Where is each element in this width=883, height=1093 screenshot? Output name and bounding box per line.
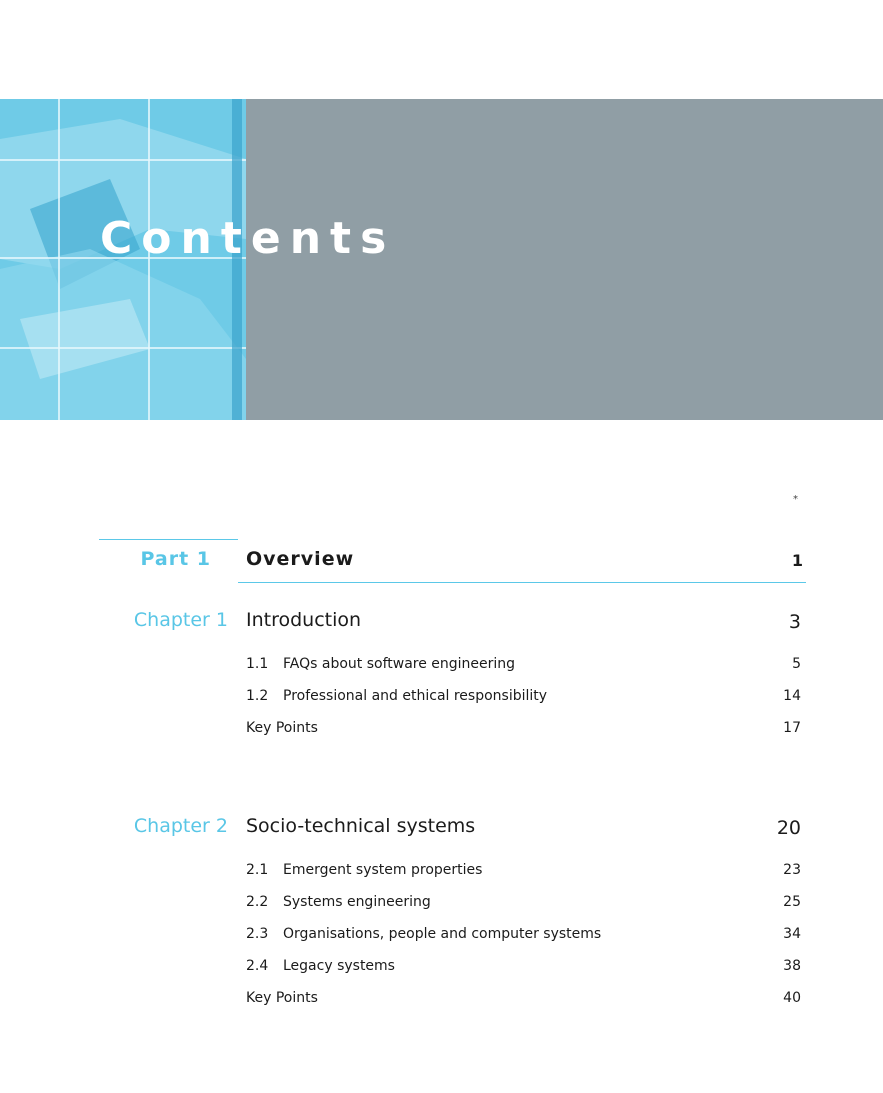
section-page: 34: [783, 926, 801, 942]
toc-entry: [246, 990, 801, 1010]
part-title: Overview: [246, 548, 355, 570]
chapter-2-page: 20: [776, 817, 801, 839]
section-page: 5: [792, 656, 801, 672]
section-page: 40: [783, 990, 801, 1006]
toc-entry: [246, 720, 801, 740]
toc-entry: [246, 894, 801, 914]
section-title: Systems engineering: [283, 894, 431, 910]
toc-entry: [246, 926, 801, 946]
page-title: Contents: [100, 213, 396, 264]
section-title: Professional and ethical responsibility: [283, 688, 548, 704]
section-page: 38: [783, 958, 801, 974]
chapter-1-label: Chapter 1: [133, 609, 228, 631]
section-number: 2.3: [246, 926, 269, 942]
part-rule-left: [99, 539, 238, 540]
contents-banner: [0, 99, 883, 420]
section-page: 17: [783, 720, 801, 736]
part-rule-right: [238, 582, 806, 583]
toc-entry: [246, 862, 801, 882]
section-number: 1.1: [246, 656, 269, 672]
chapter-1-title: Introduction: [246, 609, 362, 631]
section-page: 25: [783, 894, 801, 910]
section-number: 2.1: [246, 862, 269, 878]
section-page: 14: [783, 688, 801, 704]
section-page: 23: [783, 862, 801, 878]
toc-entry: [246, 688, 801, 708]
page-marker: *: [793, 494, 798, 505]
section-title: Legacy systems: [283, 958, 395, 974]
chapter-2-label: Chapter 2: [133, 815, 228, 837]
chapter-1-page: 3: [788, 611, 801, 633]
section-number: 2.2: [246, 894, 269, 910]
section-title: FAQs about software engineering: [283, 656, 516, 672]
section-title: Key Points: [246, 990, 318, 1006]
section-number: 2.4: [246, 958, 269, 974]
section-number: 1.2: [246, 688, 269, 704]
toc-entry: [246, 958, 801, 978]
part-page-number: 1: [791, 551, 803, 570]
part-label: Part 1: [140, 548, 211, 570]
chapter-2-title: Socio-technical systems: [246, 815, 476, 837]
toc-entry: [246, 656, 801, 676]
section-title: Organisations, people and computer systems: [283, 926, 602, 942]
section-title: Key Points: [246, 720, 318, 736]
section-title: Emergent system properties: [283, 862, 483, 878]
